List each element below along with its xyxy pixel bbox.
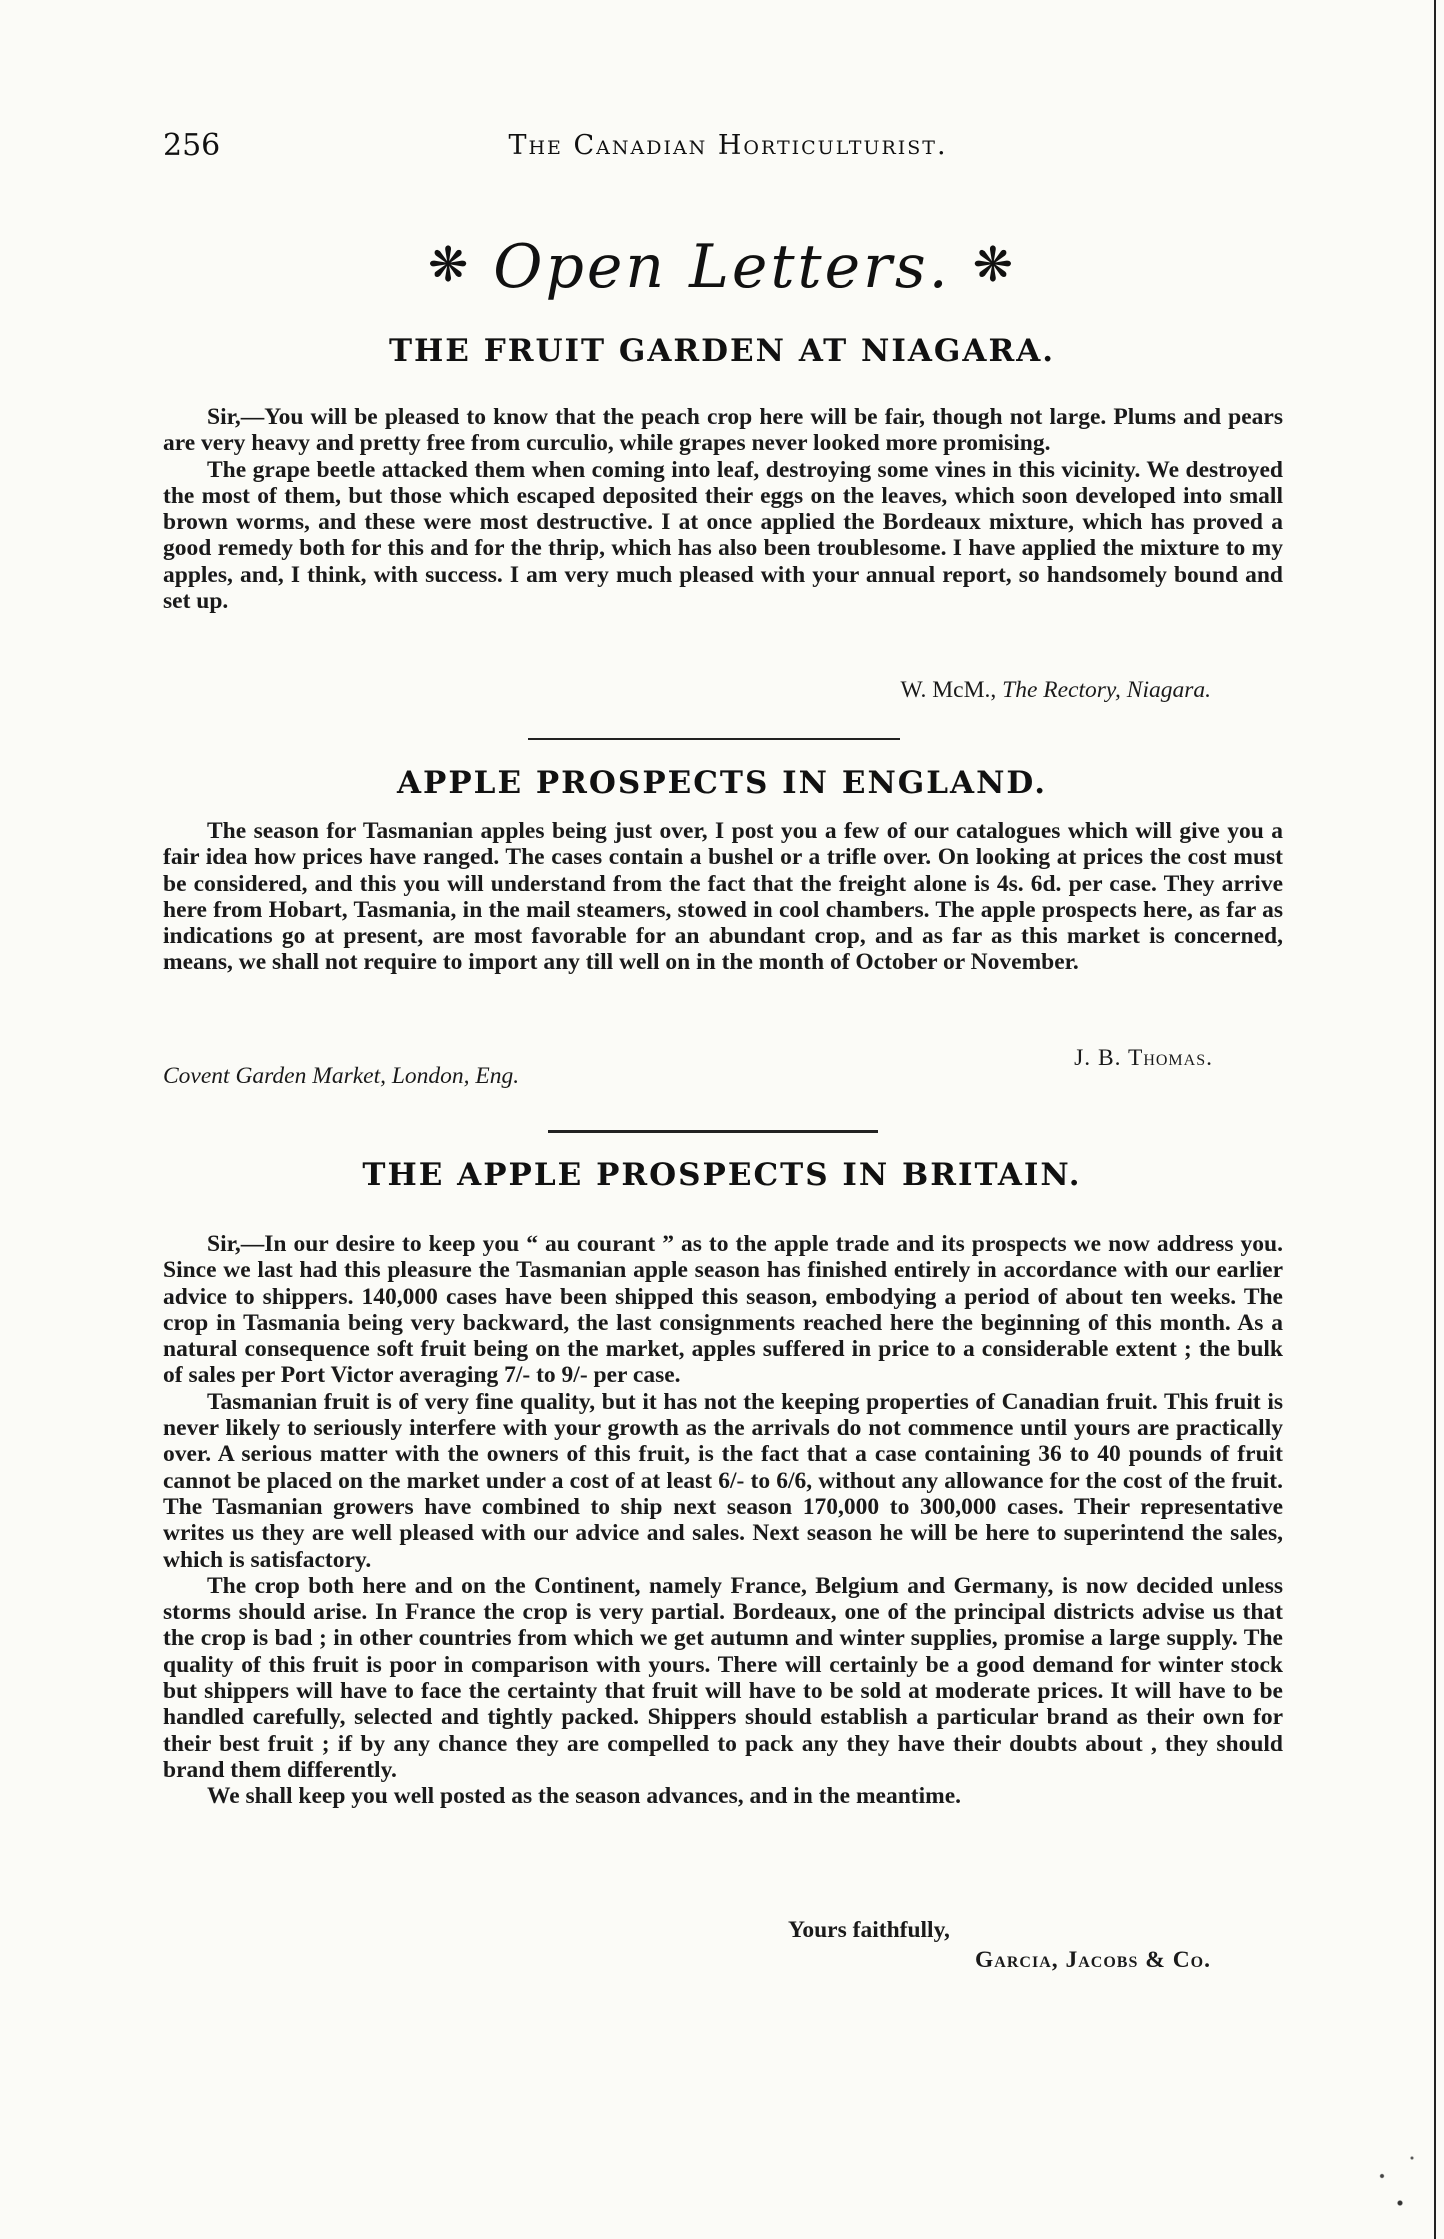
article-body [163, 818, 1283, 976]
signature-name: Garcia, Jacobs & Co. [975, 1947, 1211, 1973]
article-title: THE APPLE PROSPECTS IN BRITAIN. [362, 1157, 1082, 1193]
paragraph: Sir,—In our desire to keep you “ au courant ” as to the apple trade and its prospects we now address you. Since we last had this pleasure the Tasmanian apple season has finished entirely in accordance with our earlier advice to shippers. 140,000 cases have been shipped this season, embodying a period of about ten weeks. The crop in Tasmania being very backward, the last consignments reached here the beginning of this month. As a natural consequence soft fruit being on the market, apples suffered in price to a considerable extent ; the bulk of sales per Port Victor averaging 7/- to 9/- per case. [163, 1231, 1283, 1389]
closing: Yours faithfully, [788, 1917, 950, 1943]
asterism-icon: ❋ [428, 237, 472, 293]
divider-rule [528, 738, 900, 740]
running-head [163, 128, 1293, 168]
article-body [163, 404, 1283, 614]
section-heading-text: Open Letters. [493, 232, 951, 302]
signature-name: W. McM., [900, 677, 997, 703]
article-title: APPLE PROSPECTS IN ENGLAND. [396, 765, 1048, 801]
signature-name: J. B. Thomas. [1074, 1045, 1213, 1071]
paragraph: We shall keep you well posted as the season advances, and in the meantime. [207, 1783, 962, 1810]
paragraph: The grape beetle attacked them when coming into leaf, destroying some vines in this vicinity. We destroyed the most of them, but those which escaped deposited their eggs on the leaves, which soon developed into small brown worms, and these were most destructive. I at once applied the Bordeaux mixture, which has proved a good remedy both for this and for the thrip, which has also been troublesome. I have applied the mixture to my apples, and, I think, with success. I am very much pleased with your annual report, so handsomely bound and set up. [163, 456, 1283, 615]
page-number: 256 [163, 128, 221, 163]
article-title: THE FRUIT GARDEN AT NIAGARA. [388, 333, 1056, 369]
paragraph: The crop both here and on the Continent, namely France, Belgium and Germany, is now decided unless storms should arise. In France the crop is very partial. Bordeaux, one of the principal districts advise us that the crop is bad ; in other countries from which we get autumn and winter supplies, promise a large supply. The quality of this fruit is poor in comparison with yours. There will certainly be a good demand for winter stock but shippers will have to face the certainty that fruit will have to be sold at moderate prices. It will have to be handled carefully, selected and tightly packed. Shippers should establish a particular brand as their own for their best fruit ; if by any chance they are compelled to pack any they have their doubts about , they should brand them differently. [163, 1572, 1283, 1783]
paragraph: Tasmanian fruit is of very fine quality, but it has not the keeping properties of Canadian fruit. This fruit is never likely to seriously interfere with your growth as the arrivals do not commence until yours are practically over. A serious matter with the owners of this fruit, is the fact that a case containing 36 to 40 pounds of fruit cannot be placed on the market under a cost of at least 6/- to 6/6, without any allowance for the cost of the fruit. The Tasmanian growers have combined to ship next season 170,000 to 300,000 cases. Their representative writes us they are well pleased with our advice and sales. Next season he will be here to superintend the sales, which is satisfactory. [163, 1388, 1283, 1573]
paragraph: The season for Tasmanian apples being just over, I post you a few of our catalogues which will give you a fair idea how prices have ranged. The cases contain a bushel or a trifle over. On looking at prices the cost must be considered, and this you will understand from the fact that the freight alone is 4s. 6d. per case. They arrive here from Hobart, Tasmania, in the mail steamers, stowed in cool chambers. The apple prospects here, as far as indications go at present, are most favorable for an abundant crop, and as far as this market is concerned, means, we shall not require to import any till well on in the month of October or November. [163, 818, 1283, 976]
signature-place: Covent Garden Market, London, Eng. [163, 1063, 520, 1089]
signature [901, 677, 1212, 704]
article-body [163, 1231, 1283, 1810]
section-heading [0, 232, 1444, 302]
signature-place: The Rectory, Niagara. [1002, 677, 1211, 703]
paragraph: Sir,—You will be pleased to know that the peach crop here will be fair, though not large. Plums and pears are very heavy and pretty free from curculio, while grapes never looked more promising. [163, 404, 1283, 457]
divider-rule [548, 1130, 878, 1133]
scan-speckle [1364, 2140, 1424, 2230]
asterism-icon: ❋ [972, 237, 1016, 293]
journal-title: The Canadian Horticulturist. [508, 130, 948, 161]
